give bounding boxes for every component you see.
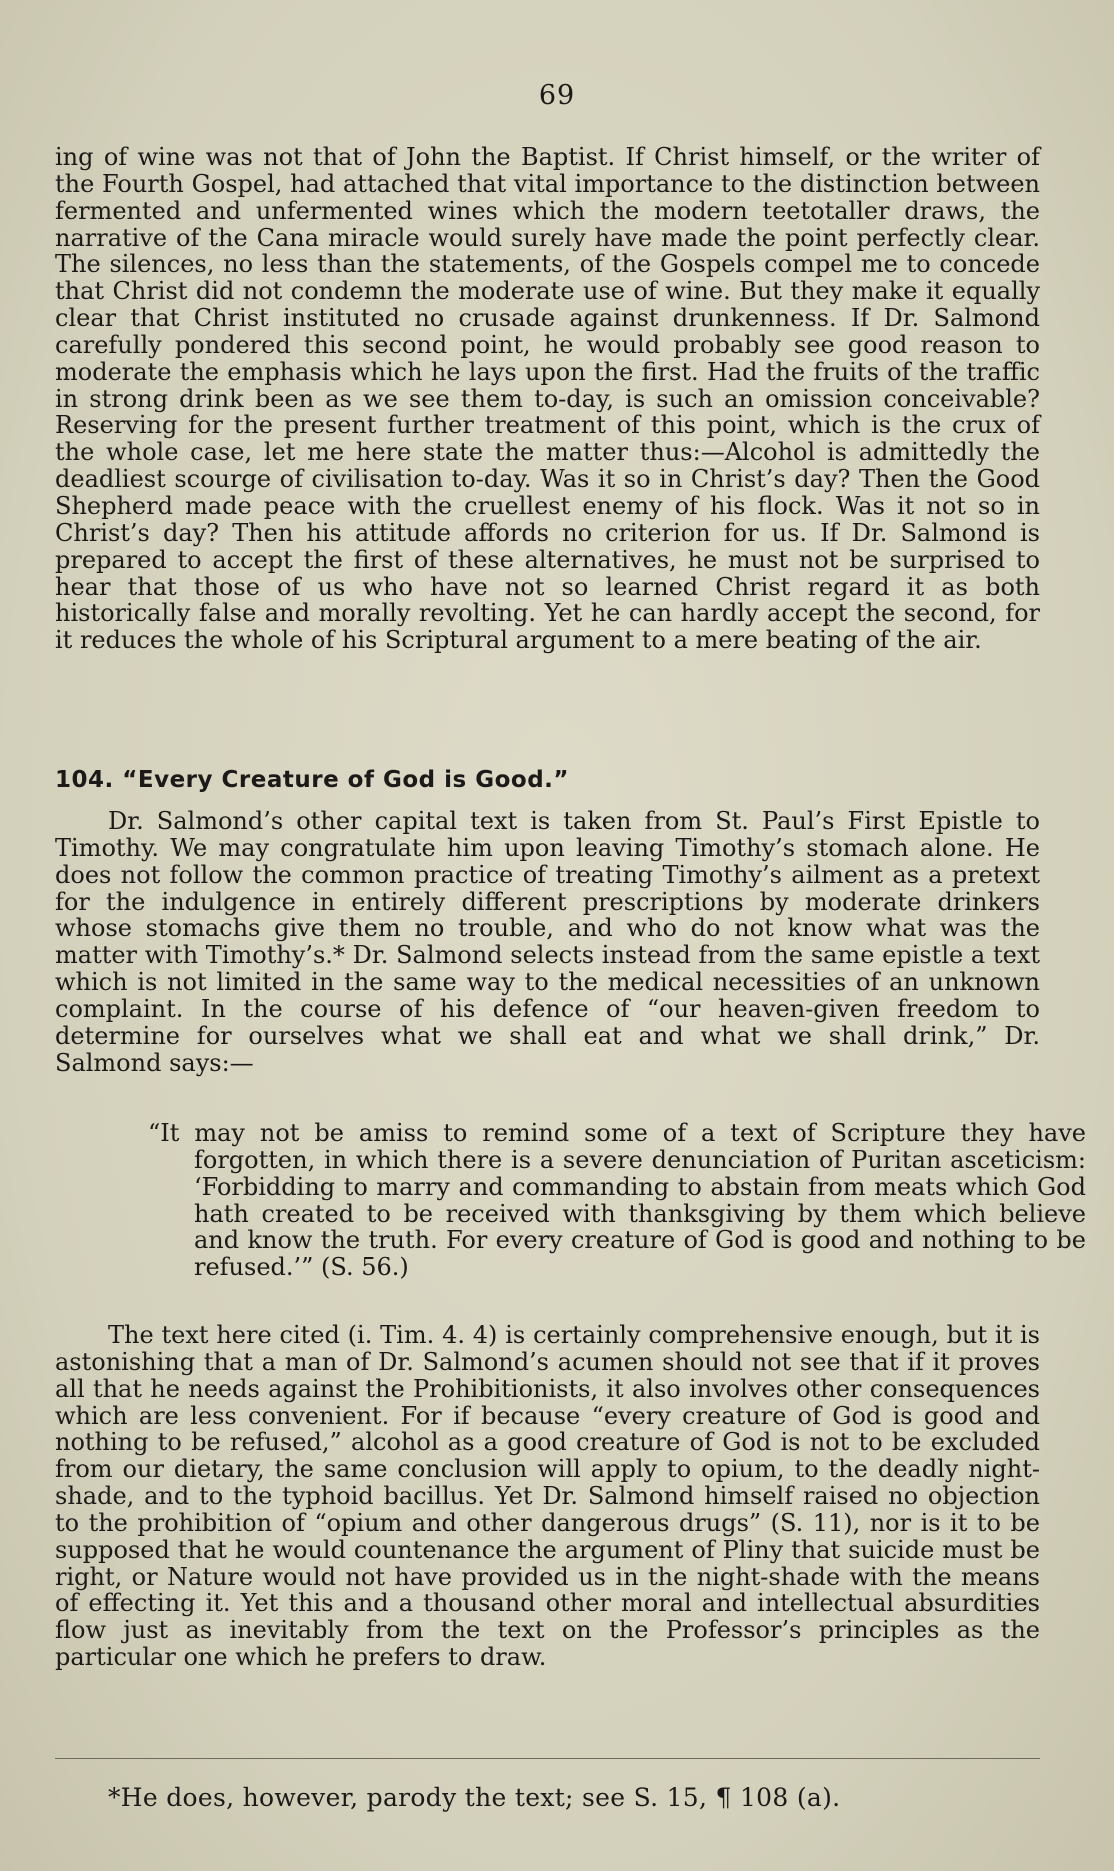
paragraph-2: Dr. Salmond’s other capital text is taken from St. Paul’s First Epistle to Timothy. We may congratulate him upon leaving Timothy’s stomach alone. He does not follow the common practice of treating Timothy’s ailment as a pretext for the indulgence in entirely different prescriptions by moderate drinkers whose stomachs give them no trouble, and who do not know what was the matter with Timothy’s.* Dr. Salmond selects instead from the same epistle a text which is not limited in the same way to the medical necessities of an unknown complaint. In the course of his defence of “our heaven-given freedom to determine for ourselves what we shall eat and what we shall drink,” Dr. Salmond says:— <box>55 807 1040 1077</box>
paragraph-1: ing of wine was not that of John the Baptist. If Christ himself, or the writer of the Fourth Gospel, had attached that vital importance to the distinction between fermented and unfermented wines which the modern teetotaller draws, the narrative of the Cana miracle would surely have made the point perfectly clear. The silences, no less than the statements, of the Gospels compel me to concede that Christ did not condemn the moderate use of wine. But they make it equally clear that Christ instituted no crusade against drunkenness. If Dr. Salmond carefully pondered this second point, he would probably see good reason to moderate the emphasis which he lays upon the first. Had the fruits of the traffic in strong drink been as we see them to-day, is such an omission conceivable? Reserving for the present further treatment of this point, which is the crux of the whole case, let me here state the matter thus:—Alcohol is admittedly the deadliest scourge of civilisation to-day. Was it so in Christ’s day? Then the Good Shepherd made peace with the cruellest enemy of his flock. Was it not so in Christ’s day? Then his attitude affords no criterion for us. If Dr. Salmond is prepared to accept the first of these alternatives, he must not be surprised to hear that those of us who have not so learned Christ regard it as both historically false and morally revolting. Yet he can hardly accept the second, for it reduces the whole of his Scriptural argument to a mere beating of the air. <box>55 143 1040 655</box>
footnote-divider <box>55 1758 1040 1759</box>
footnote: *He does, however, parody the text; see S. 15, ¶ 108 (a). <box>108 1783 841 1812</box>
paragraph-3: The text here cited (i. Tim. 4. 4) is certainly comprehensive enough, but it is astonishing that a man of Dr. Salmond’s acumen should not see that if it proves all that he needs against the Prohibitionists, it also involves other consequences which are less convenient. For if because “every creature of God is good and nothing to be refused,” alcohol as a good creature of God is not to be excluded from our dietary, the same conclusion will apply to opium, to the deadly night-shade, and to the typhoid bacillus. Yet Dr. Salmond himself raised no objection to the prohibition of “opium and other dangerous drugs” (S. 11), nor is it to be supposed that he would countenance the argument of Pliny that suicide must be right, or Nature would not have provided us in the night-shade with the means of effecting it. Yet this and a thousand other moral and intellectual absurdities flow just as inevitably from the text on the Professor’s principles as the particular one which he prefers to draw. <box>55 1321 1040 1672</box>
block-quotation: “It may not be amiss to remind some of a text of Scripture they have forgotten, in which there is a severe denunciation of Puritan asceticism: ‘Forbidding to marry and commanding to abstain from meats which God hath created to be received with thanksgiving by them which believe and know the truth. For every creature of God is good and nothing to be refused.’” (S. 56.) <box>148 1119 1086 1282</box>
page-number: 69 <box>538 80 576 111</box>
section-heading: 104. “Every Creature of God is Good.” <box>55 767 570 793</box>
